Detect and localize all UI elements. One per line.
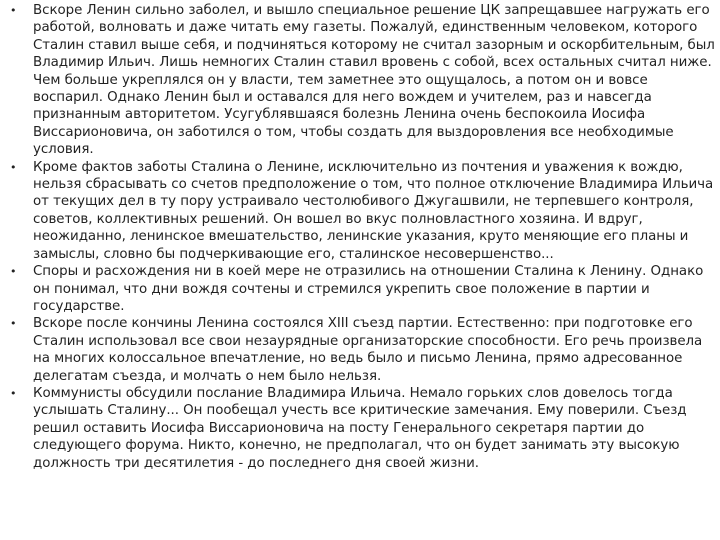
bullet-marker: • [10, 265, 17, 279]
bullet-list [10, 2, 716, 472]
paragraph-text: Вскоре после кончины Ленина состоялся XIII съезд партии. Естественно: при подготовке его Сталин использовал все свои незаурядные организаторские способности. Его речь произвела на многих колоссальное впечатление, но ведь было и письмо Ленина, прямо адресованное делегатам съезда, и молчать о нем было нельзя. [33, 316, 703, 384]
paragraph-text: Вскоре Ленин сильно заболел, и вышло специальное решение ЦК запрещавшее нагружать его работой, волновать и даже читать ему газеты. Пожалуй, единственным человеком, которого Сталин ставил выше себя, и подчиняться которому не считал зазорным и оскорбительным, был Владимир Ильич. Лишь немногих Сталин ставил вровень с собой, всех остальных считал ниже. Чем больше укреплялся он у власти, тем заметнее это ощущалось, а потом он и вовсе воспарил. Однако Ленин был и оставался для него вождем и учителем, раз и навсегда признанным авторитетом. Усугублявшаяся болезнь Ленина очень беспокоила Иосифа Виссарионовича, он заботился о том, чтобы создать для выздоровления все необходимые условия. [33, 3, 715, 158]
list-item [10, 263, 716, 315]
paragraph-text: Коммунисты обсудили послание Владимира Ильича. Немало горьких слов довелось тогда услышать Сталину... Он пообещал учесть все критические замечания. Ему поверили. Съезд решил оставить Иосифа Виссарионовича на посту Генерального секретаря партии до следующего форума. Никто, конечно, не предполагал, что он будет занимать эту высокую должность три десятилетия - до последнего дня своей жизни. [33, 385, 687, 471]
list-item [10, 159, 716, 263]
paragraph-text: Кроме фактов заботы Сталина о Ленине, исключительно из почтения и уважения к вождю, нельзя сбрасывать со счетов предположение о том, что полное отключение Владимира Ильича от текущих дел в ту пору устраивало честолюбивого Джугашвили, не терпевшего контроля, советов, коллективных решений. Он вошел во вкус полновластного хозяина. И вдруг, неожиданно, ленинское вмешательство, ленинские указания, круто меняющие его планы и замыслы, словно бы подчеркивающие его, сталинское несовершенство... [33, 159, 714, 262]
list-item [10, 2, 716, 159]
bullet-marker: • [10, 160, 17, 174]
list-item [10, 315, 716, 385]
bullet-marker: • [10, 4, 17, 17]
paragraph-text: Споры и расхождения ни в коей мере не отразились на отношении Сталина к Ленину. Однако он понимал, что дни вождя сочтены и стремился укрепить свое положение в партии и государстве. [33, 264, 704, 314]
bullet-marker: • [10, 317, 17, 331]
list-item [10, 385, 716, 472]
bullet-marker: • [10, 386, 17, 400]
